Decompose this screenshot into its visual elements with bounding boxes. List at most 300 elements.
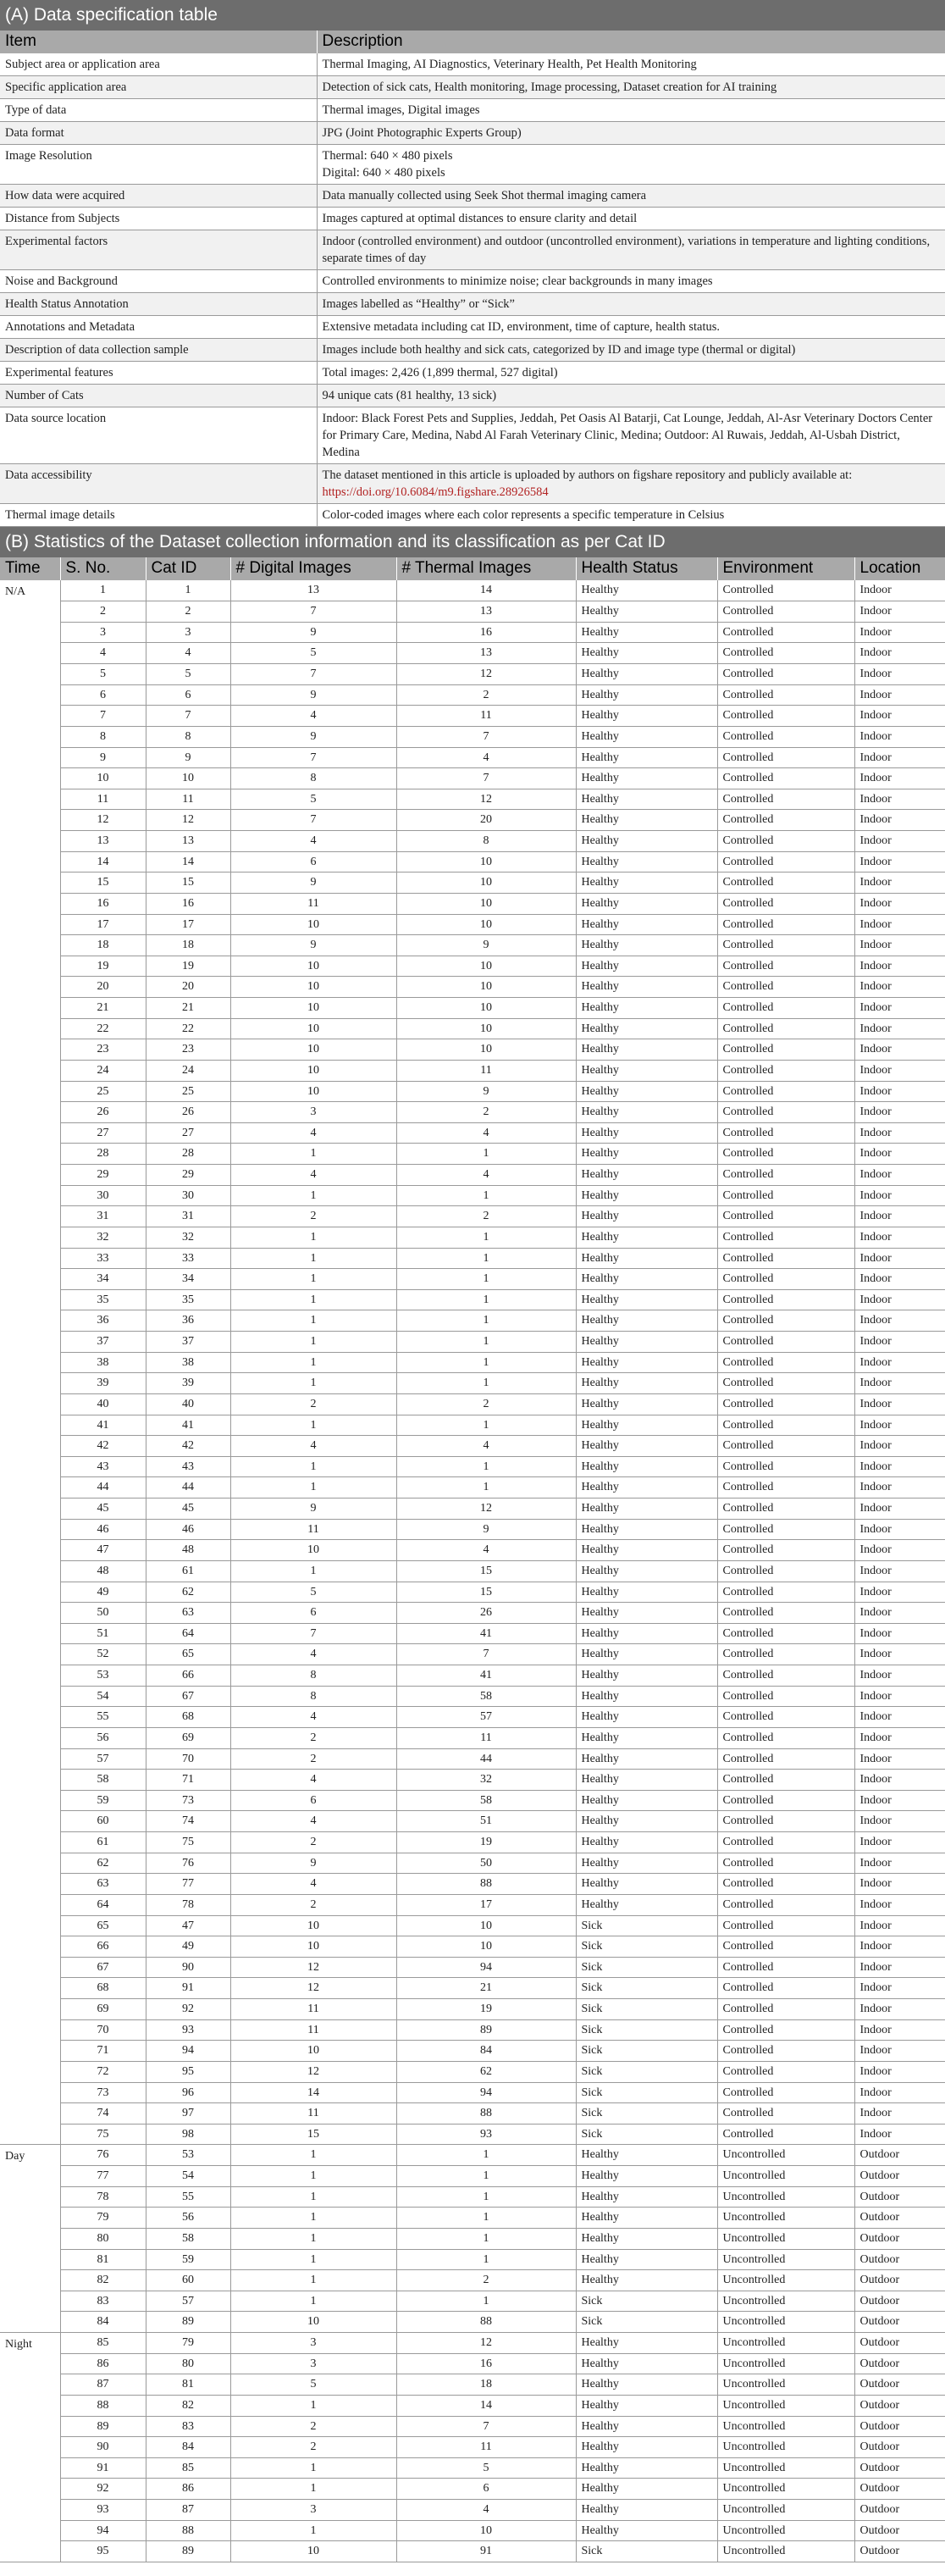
thermal-images-cell: 7 xyxy=(396,726,576,747)
location-cell: Indoor xyxy=(854,789,945,810)
health-status-cell: Sick xyxy=(576,1978,717,1999)
table-row xyxy=(0,831,945,852)
health-status-cell: Healthy xyxy=(576,1456,717,1477)
environment-cell: Controlled xyxy=(717,1039,854,1061)
table-row xyxy=(0,2416,945,2437)
environment-cell: Controlled xyxy=(717,831,854,852)
table-row xyxy=(0,362,945,385)
description-line: Indoor: Black Forest Pets and Supplies, Jeddah, Pet Oasis Al Batarji, Cat Lounge, Jeddah, Al-Asr Veterinary Doctors Center for Primary Care, Medina, Nabd Al Farah Veterinary Clinic, Medina; Outdoor: Al Ruwais, Jeddah, Al-Usbah District, Medina xyxy=(322,412,933,459)
table-row xyxy=(0,2333,945,2354)
thermal-images-cell: 7 xyxy=(396,768,576,789)
health-status-cell: Healthy xyxy=(576,1790,717,1811)
thermal-images-cell: 10 xyxy=(396,873,576,894)
thermal-images-cell: 58 xyxy=(396,1790,576,1811)
s-no-cell: 79 xyxy=(60,2208,146,2229)
environment-cell: Controlled xyxy=(717,1999,854,2020)
environment-cell: Controlled xyxy=(717,1811,854,1832)
environment-cell: Uncontrolled xyxy=(717,2541,854,2562)
cat-id-cell: 88 xyxy=(146,2520,230,2541)
thermal-images-cell: 2 xyxy=(396,1102,576,1123)
digital-images-cell: 11 xyxy=(230,893,396,914)
digital-images-cell: 5 xyxy=(230,643,396,664)
table-row xyxy=(0,145,945,185)
cat-id-cell: 27 xyxy=(146,1122,230,1144)
health-status-cell: Healthy xyxy=(576,1832,717,1853)
table-row xyxy=(0,230,945,270)
s-no-cell: 64 xyxy=(60,1894,146,1915)
s-no-cell: 3 xyxy=(60,622,146,643)
health-status-cell: Sick xyxy=(576,2082,717,2103)
environment-cell: Uncontrolled xyxy=(717,2479,854,2500)
health-status-cell: Healthy xyxy=(576,1519,717,1540)
table-row xyxy=(0,76,945,99)
cat-id-cell: 62 xyxy=(146,1582,230,1603)
cat-id-cell: 71 xyxy=(146,1770,230,1791)
digital-images-cell: 4 xyxy=(230,1165,396,1186)
s-no-cell: 56 xyxy=(60,1727,146,1748)
thermal-images-cell: 5 xyxy=(396,2457,576,2479)
location-cell: Outdoor xyxy=(854,2457,945,2479)
cat-id-cell: 31 xyxy=(146,1206,230,1227)
location-cell: Outdoor xyxy=(854,2500,945,2521)
cat-id-cell: 78 xyxy=(146,1894,230,1915)
table-row xyxy=(0,1206,945,1227)
digital-images-cell: 7 xyxy=(230,810,396,831)
environment-cell: Controlled xyxy=(717,1477,854,1499)
digital-images-cell: 11 xyxy=(230,2019,396,2041)
health-status-cell: Healthy xyxy=(576,2520,717,2541)
item-cell: Type of data xyxy=(0,99,317,122)
cat-id-cell: 30 xyxy=(146,1185,230,1206)
environment-cell: Controlled xyxy=(717,1790,854,1811)
environment-cell: Controlled xyxy=(717,684,854,706)
s-no-cell: 95 xyxy=(60,2541,146,2562)
s-no-cell: 85 xyxy=(60,2333,146,2354)
digital-images-cell: 1 xyxy=(230,1373,396,1394)
location-cell: Indoor xyxy=(854,1289,945,1310)
cat-id-cell: 22 xyxy=(146,1018,230,1039)
cat-id-cell: 82 xyxy=(146,2395,230,2416)
description-line: Indoor (controlled environment) and outdoor (uncontrolled environment), variations in temperature and lighting conditions, separate times of day xyxy=(322,235,931,265)
location-cell: Indoor xyxy=(854,2103,945,2125)
description-line: Thermal Imaging, AI Diagnostics, Veterinary Health, Pet Health Monitoring xyxy=(322,58,697,71)
s-no-cell: 16 xyxy=(60,893,146,914)
location-cell: Indoor xyxy=(854,1477,945,1499)
table-row xyxy=(0,2353,945,2374)
digital-images-cell: 1 xyxy=(230,1477,396,1499)
environment-cell: Controlled xyxy=(717,1102,854,1123)
thermal-images-cell: 4 xyxy=(396,747,576,768)
table-row xyxy=(0,1603,945,1624)
health-status-cell: Healthy xyxy=(576,789,717,810)
location-cell: Outdoor xyxy=(854,2374,945,2396)
digital-images-cell: 4 xyxy=(230,1644,396,1665)
s-no-cell: 77 xyxy=(60,2166,146,2187)
location-cell: Indoor xyxy=(854,1540,945,1561)
description-text: The dataset mentioned in this article is uploaded by authors on figshare repository and publicly available at: xyxy=(322,468,853,482)
environment-cell: Uncontrolled xyxy=(717,2145,854,2166)
description-cell xyxy=(317,185,945,208)
column-header-thermal-images: # Thermal Images xyxy=(396,557,576,580)
environment-cell: Controlled xyxy=(717,1269,854,1290)
thermal-images-cell: 10 xyxy=(396,1018,576,1039)
cat-id-cell: 95 xyxy=(146,2061,230,2082)
table-row xyxy=(0,2166,945,2187)
location-cell: Indoor xyxy=(854,1748,945,1770)
item-cell: Health Status Annotation xyxy=(0,293,317,316)
thermal-images-cell: 4 xyxy=(396,1436,576,1457)
cat-id-cell: 48 xyxy=(146,1540,230,1561)
s-no-cell: 30 xyxy=(60,1185,146,1206)
thermal-images-cell: 1 xyxy=(396,1352,576,1373)
thermal-images-cell: 10 xyxy=(396,914,576,935)
location-cell: Indoor xyxy=(854,1770,945,1791)
table-row xyxy=(0,2228,945,2249)
description-cell xyxy=(317,76,945,99)
table-row xyxy=(0,122,945,145)
environment-cell: Controlled xyxy=(717,622,854,643)
location-cell: Indoor xyxy=(854,2019,945,2041)
column-header-digital-images: # Digital Images xyxy=(230,557,396,580)
environment-cell: Controlled xyxy=(717,1185,854,1206)
table-row xyxy=(0,2520,945,2541)
table-row xyxy=(0,1081,945,1102)
health-status-cell: Healthy xyxy=(576,1018,717,1039)
cat-id-cell: 90 xyxy=(146,1957,230,1978)
cat-id-cell: 57 xyxy=(146,2291,230,2312)
health-status-cell: Healthy xyxy=(576,1185,717,1206)
thermal-images-cell: 12 xyxy=(396,2333,576,2354)
thermal-images-cell: 1 xyxy=(396,2249,576,2270)
table-row xyxy=(0,935,945,956)
table-row xyxy=(0,2082,945,2103)
environment-cell: Controlled xyxy=(717,2103,854,2125)
digital-images-cell: 1 xyxy=(230,1289,396,1310)
s-no-cell: 28 xyxy=(60,1144,146,1165)
health-status-cell: Healthy xyxy=(576,2208,717,2229)
s-no-cell: 5 xyxy=(60,664,146,685)
location-cell: Indoor xyxy=(854,1018,945,1039)
cat-id-cell: 13 xyxy=(146,831,230,852)
digital-images-cell: 1 xyxy=(230,1227,396,1248)
cat-id-cell: 56 xyxy=(146,2208,230,2229)
location-cell: Indoor xyxy=(854,1832,945,1853)
cat-id-cell: 87 xyxy=(146,2500,230,2521)
digital-images-cell: 1 xyxy=(230,2520,396,2541)
digital-images-cell: 1 xyxy=(230,2291,396,2312)
cat-id-cell: 42 xyxy=(146,1436,230,1457)
cat-id-cell: 60 xyxy=(146,2270,230,2291)
environment-cell: Controlled xyxy=(717,1393,854,1415)
environment-cell: Uncontrolled xyxy=(717,2270,854,2291)
location-cell: Indoor xyxy=(854,1790,945,1811)
location-cell: Indoor xyxy=(854,977,945,998)
item-cell: How data were acquired xyxy=(0,185,317,208)
digital-images-cell: 4 xyxy=(230,1436,396,1457)
cat-id-cell: 15 xyxy=(146,873,230,894)
s-no-cell: 83 xyxy=(60,2291,146,2312)
thermal-images-cell: 18 xyxy=(396,2374,576,2396)
table-row xyxy=(0,2291,945,2312)
table-row xyxy=(0,1874,945,1895)
table-row xyxy=(0,293,945,316)
health-status-cell: Sick xyxy=(576,2041,717,2062)
table-row xyxy=(0,1039,945,1061)
table-row xyxy=(0,2500,945,2521)
cat-id-cell: 28 xyxy=(146,1144,230,1165)
thermal-images-cell: 4 xyxy=(396,1540,576,1561)
s-no-cell: 23 xyxy=(60,1039,146,1061)
cat-id-cell: 41 xyxy=(146,1415,230,1436)
health-status-cell: Healthy xyxy=(576,1248,717,1269)
digital-images-cell: 13 xyxy=(230,580,396,601)
digital-images-cell: 10 xyxy=(230,1018,396,1039)
digital-images-cell: 6 xyxy=(230,851,396,873)
location-cell: Outdoor xyxy=(854,2520,945,2541)
s-no-cell: 26 xyxy=(60,1102,146,1123)
s-no-cell: 17 xyxy=(60,914,146,935)
environment-cell: Uncontrolled xyxy=(717,2186,854,2208)
digital-images-cell: 10 xyxy=(230,1060,396,1081)
location-cell: Indoor xyxy=(854,1811,945,1832)
item-cell: Experimental features xyxy=(0,362,317,385)
thermal-images-cell: 94 xyxy=(396,1957,576,1978)
thermal-images-cell: 1 xyxy=(396,1373,576,1394)
table-row xyxy=(0,2249,945,2270)
thermal-images-cell: 44 xyxy=(396,1748,576,1770)
table-row xyxy=(0,726,945,747)
health-status-cell: Healthy xyxy=(576,1289,717,1310)
digital-images-cell: 6 xyxy=(230,1790,396,1811)
environment-cell: Uncontrolled xyxy=(717,2166,854,2187)
location-cell: Indoor xyxy=(854,1060,945,1081)
location-cell: Indoor xyxy=(854,851,945,873)
location-cell: Indoor xyxy=(854,1081,945,1102)
cat-id-cell: 96 xyxy=(146,2082,230,2103)
s-no-cell: 39 xyxy=(60,1373,146,1394)
s-no-cell: 10 xyxy=(60,768,146,789)
table-row xyxy=(0,1853,945,1874)
digital-images-cell: 1 xyxy=(230,1560,396,1582)
cat-id-cell: 23 xyxy=(146,1039,230,1061)
environment-cell: Controlled xyxy=(717,998,854,1019)
location-cell: Outdoor xyxy=(854,2312,945,2333)
environment-cell: Controlled xyxy=(717,1519,854,1540)
digital-images-cell: 11 xyxy=(230,1519,396,1540)
table-row xyxy=(0,1373,945,1394)
table-row xyxy=(0,1436,945,1457)
location-cell: Indoor xyxy=(854,601,945,623)
thermal-images-cell: 19 xyxy=(396,1832,576,1853)
health-status-cell: Healthy xyxy=(576,1770,717,1791)
cat-id-cell: 19 xyxy=(146,956,230,977)
location-cell: Indoor xyxy=(854,935,945,956)
digital-images-cell: 4 xyxy=(230,1122,396,1144)
health-status-cell: Healthy xyxy=(576,601,717,623)
item-cell: Annotations and Metadata xyxy=(0,316,317,339)
thermal-images-cell: 1 xyxy=(396,1456,576,1477)
thermal-images-cell: 9 xyxy=(396,1519,576,1540)
environment-cell: Uncontrolled xyxy=(717,2500,854,2521)
table-row xyxy=(0,2208,945,2229)
table-row xyxy=(0,851,945,873)
cat-id-cell: 61 xyxy=(146,1560,230,1582)
environment-cell: Controlled xyxy=(717,1978,854,1999)
location-cell: Outdoor xyxy=(854,2186,945,2208)
s-no-cell: 58 xyxy=(60,1770,146,1791)
health-status-cell: Healthy xyxy=(576,810,717,831)
cat-id-cell: 36 xyxy=(146,1310,230,1332)
thermal-images-cell: 1 xyxy=(396,1415,576,1436)
table-row xyxy=(0,2019,945,2041)
thermal-images-cell: 1 xyxy=(396,1248,576,1269)
location-cell: Outdoor xyxy=(854,2416,945,2437)
s-no-cell: 78 xyxy=(60,2186,146,2208)
table-row xyxy=(0,385,945,407)
description-line: Images include both healthy and sick cats, categorized by ID and image type (thermal or digital) xyxy=(322,343,796,357)
cat-id-cell: 16 xyxy=(146,893,230,914)
table-row xyxy=(0,1352,945,1373)
s-no-cell: 61 xyxy=(60,1832,146,1853)
cat-id-cell: 34 xyxy=(146,1269,230,1290)
table-row xyxy=(0,1144,945,1165)
table-row xyxy=(0,1060,945,1081)
table-row xyxy=(0,1165,945,1186)
thermal-images-cell: 12 xyxy=(396,789,576,810)
health-status-cell: Healthy xyxy=(576,1393,717,1415)
cat-id-cell: 6 xyxy=(146,684,230,706)
item-cell: Data accessibility xyxy=(0,464,317,504)
s-no-cell: 94 xyxy=(60,2520,146,2541)
figshare-doi-link[interactable]: https://doi.org/10.6084/m9.figshare.28926584 xyxy=(322,485,549,499)
description-line: JPG (Joint Photographic Experts Group) xyxy=(322,126,522,140)
cat-id-cell: 12 xyxy=(146,810,230,831)
health-status-cell: Healthy xyxy=(576,1811,717,1832)
s-no-cell: 12 xyxy=(60,810,146,831)
digital-images-cell: 9 xyxy=(230,726,396,747)
time-cell: Night xyxy=(0,2333,60,2562)
digital-images-cell: 10 xyxy=(230,977,396,998)
environment-cell: Controlled xyxy=(717,1310,854,1332)
cat-id-cell: 59 xyxy=(146,2249,230,2270)
table-row xyxy=(0,1248,945,1269)
cat-id-cell: 67 xyxy=(146,1686,230,1707)
digital-images-cell: 4 xyxy=(230,1707,396,1728)
s-no-cell: 24 xyxy=(60,1060,146,1081)
cat-id-cell: 46 xyxy=(146,1519,230,1540)
health-status-cell: Healthy xyxy=(576,1373,717,1394)
location-cell: Indoor xyxy=(854,580,945,601)
table-row xyxy=(0,601,945,623)
location-cell: Indoor xyxy=(854,1310,945,1332)
location-cell: Indoor xyxy=(854,1999,945,2020)
table-row xyxy=(0,1936,945,1958)
table-row xyxy=(0,1456,945,1477)
s-no-cell: 59 xyxy=(60,1790,146,1811)
s-no-cell: 81 xyxy=(60,2249,146,2270)
environment-cell: Controlled xyxy=(717,2041,854,2062)
location-cell: Indoor xyxy=(854,873,945,894)
thermal-images-cell: 2 xyxy=(396,1206,576,1227)
location-cell: Indoor xyxy=(854,1582,945,1603)
digital-images-cell: 10 xyxy=(230,2312,396,2333)
table-row xyxy=(0,1185,945,1206)
health-status-cell: Healthy xyxy=(576,1623,717,1644)
cat-id-cell: 81 xyxy=(146,2374,230,2396)
section-a-title: (A) Data specification table xyxy=(0,0,945,30)
description-cell xyxy=(317,99,945,122)
thermal-images-cell: 50 xyxy=(396,1853,576,1874)
health-status-cell: Healthy xyxy=(576,851,717,873)
digital-images-cell: 1 xyxy=(230,1415,396,1436)
table-row xyxy=(0,1748,945,1770)
location-cell: Outdoor xyxy=(854,2249,945,2270)
environment-cell: Controlled xyxy=(717,1248,854,1269)
cat-id-cell: 5 xyxy=(146,664,230,685)
digital-images-cell: 3 xyxy=(230,1102,396,1123)
environment-cell: Controlled xyxy=(717,1707,854,1728)
s-no-cell: 20 xyxy=(60,977,146,998)
environment-cell: Controlled xyxy=(717,1623,854,1644)
location-cell: Indoor xyxy=(854,1248,945,1269)
table-row xyxy=(0,2103,945,2125)
thermal-images-cell: 2 xyxy=(396,2270,576,2291)
thermal-images-cell: 58 xyxy=(396,1686,576,1707)
cat-id-cell: 17 xyxy=(146,914,230,935)
environment-cell: Controlled xyxy=(717,1144,854,1165)
location-cell: Indoor xyxy=(854,831,945,852)
thermal-images-cell: 15 xyxy=(396,1582,576,1603)
s-no-cell: 34 xyxy=(60,1269,146,1290)
environment-cell: Controlled xyxy=(717,1332,854,1353)
digital-images-cell: 9 xyxy=(230,1853,396,1874)
environment-cell: Uncontrolled xyxy=(717,2374,854,2396)
digital-images-cell: 10 xyxy=(230,1081,396,1102)
environment-cell: Uncontrolled xyxy=(717,2208,854,2229)
thermal-images-cell: 4 xyxy=(396,1165,576,1186)
digital-images-cell: 1 xyxy=(230,2270,396,2291)
s-no-cell: 43 xyxy=(60,1456,146,1477)
description-line: Total images: 2,426 (1,899 thermal, 527 digital) xyxy=(322,366,558,379)
digital-images-cell: 1 xyxy=(230,2228,396,2249)
location-cell: Indoor xyxy=(854,1519,945,1540)
table-row xyxy=(0,1102,945,1123)
s-no-cell: 7 xyxy=(60,706,146,727)
thermal-images-cell: 10 xyxy=(396,998,576,1019)
location-cell: Outdoor xyxy=(854,2353,945,2374)
description-line: Detection of sick cats, Health monitoring, Image processing, Dataset creation for AI training xyxy=(322,80,777,94)
thermal-images-cell: 1 xyxy=(396,1289,576,1310)
health-status-cell: Healthy xyxy=(576,935,717,956)
digital-images-cell: 10 xyxy=(230,1540,396,1561)
location-cell: Indoor xyxy=(854,1603,945,1624)
environment-cell: Controlled xyxy=(717,1874,854,1895)
health-status-cell: Sick xyxy=(576,1957,717,1978)
table-row xyxy=(0,1310,945,1332)
digital-images-cell: 9 xyxy=(230,873,396,894)
item-cell: Noise and Background xyxy=(0,270,317,293)
table-row xyxy=(0,316,945,339)
s-no-cell: 87 xyxy=(60,2374,146,2396)
s-no-cell: 71 xyxy=(60,2041,146,2062)
s-no-cell: 69 xyxy=(60,1999,146,2020)
digital-images-cell: 10 xyxy=(230,2541,396,2562)
table-row xyxy=(0,1227,945,1248)
s-no-cell: 9 xyxy=(60,747,146,768)
environment-cell: Controlled xyxy=(717,893,854,914)
environment-cell: Controlled xyxy=(717,935,854,956)
table-row xyxy=(0,1540,945,1561)
